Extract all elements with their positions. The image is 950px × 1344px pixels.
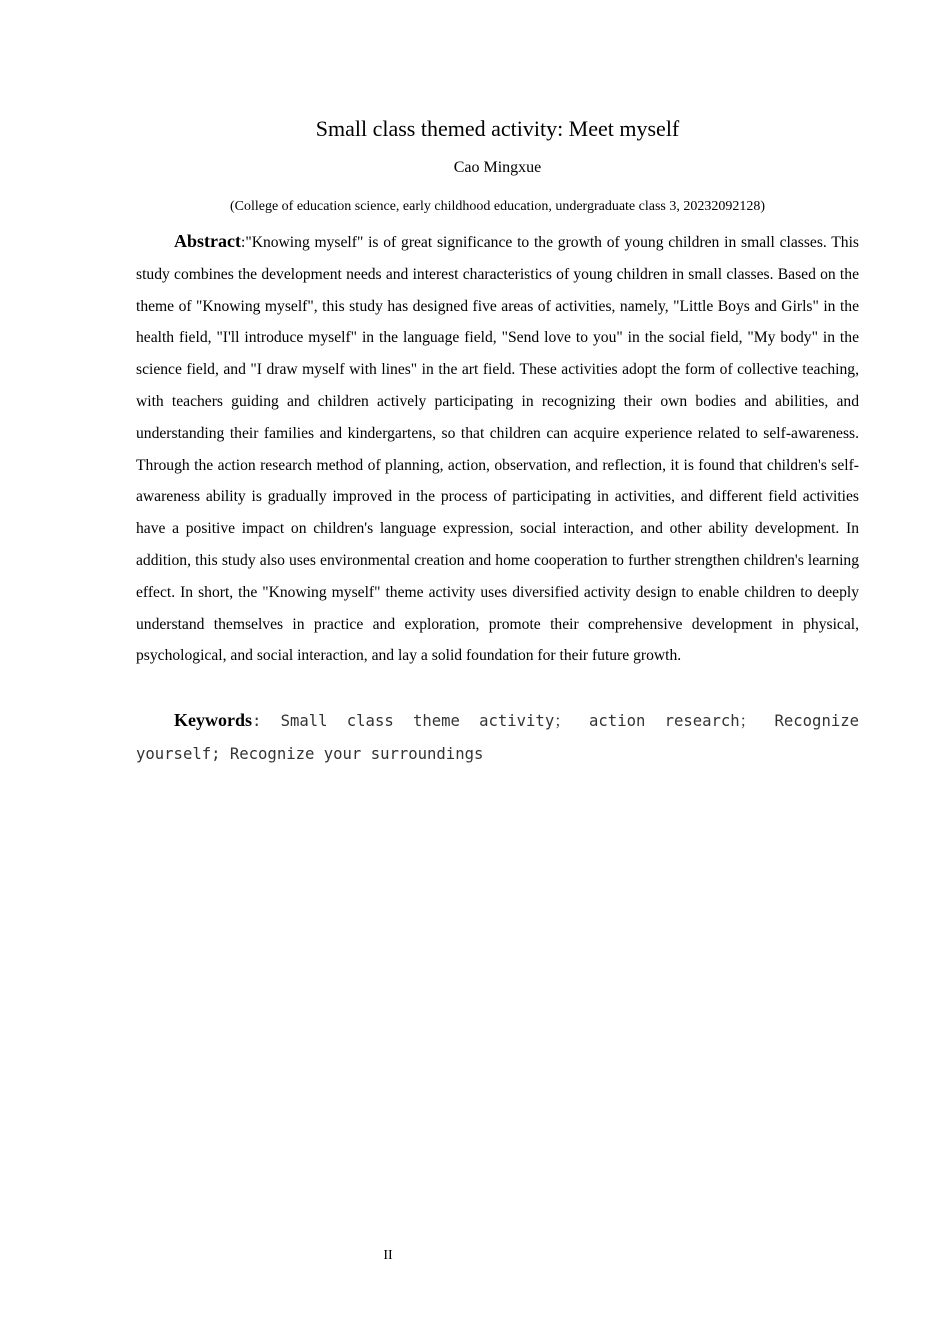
keywords-paragraph (136, 704, 859, 771)
abstract-text: "Knowing myself" is of great significance to the growth of young children in small classes. This study combines the development needs and interest characteristics of young children in small classes. Based on the theme of "Knowing myself", this study has designed five areas of activities, namely, "Little Boys and Girls" in the health field, "I'll introduce myself" in the language field, "Send love to you" in the social field, "My body" in the science field, and "I draw myself with lines" in the art field. These activities adopt the form of collective teaching, with teachers guiding and children actively participating in recognizing their own bodies and abilities, and understanding their families and kindergartens, so that children can acquire experience related to self-awareness. Through the action research method of planning, action, observation, and reflection, it is found that children's self-awareness ability is gradually improved in the process of participating in activities, and different field activities have a positive impact on children's language expression, social interaction, and other ability development. In addition, this study also uses environmental creation and home cooperation to further strengthen children's learning effect. In short, the "Knowing myself" theme activity uses diversified activity design to enable children to deeply understand themselves in practice and exploration, promote their comprehensive development in physical, psychological, and social interaction, and lay a solid foundation for their future growth. (136, 234, 859, 665)
page-number: II (383, 1248, 393, 1263)
author-name: Cao Mingxue (453, 159, 542, 176)
abstract-label: Abstract (174, 231, 241, 251)
document-title: Small class themed activity: Meet myself (315, 116, 680, 141)
abstract-separator: : (240, 234, 246, 251)
abstract-paragraph (136, 226, 859, 672)
author-affiliation: (College of education science, early childhood education, undergraduate class 3, 20232092128) (229, 199, 766, 214)
keywords-label: Keywords (174, 710, 252, 730)
keywords-text: : Small class theme activity； action research； Recognize yourself; Recognize your surroundings (136, 712, 859, 763)
